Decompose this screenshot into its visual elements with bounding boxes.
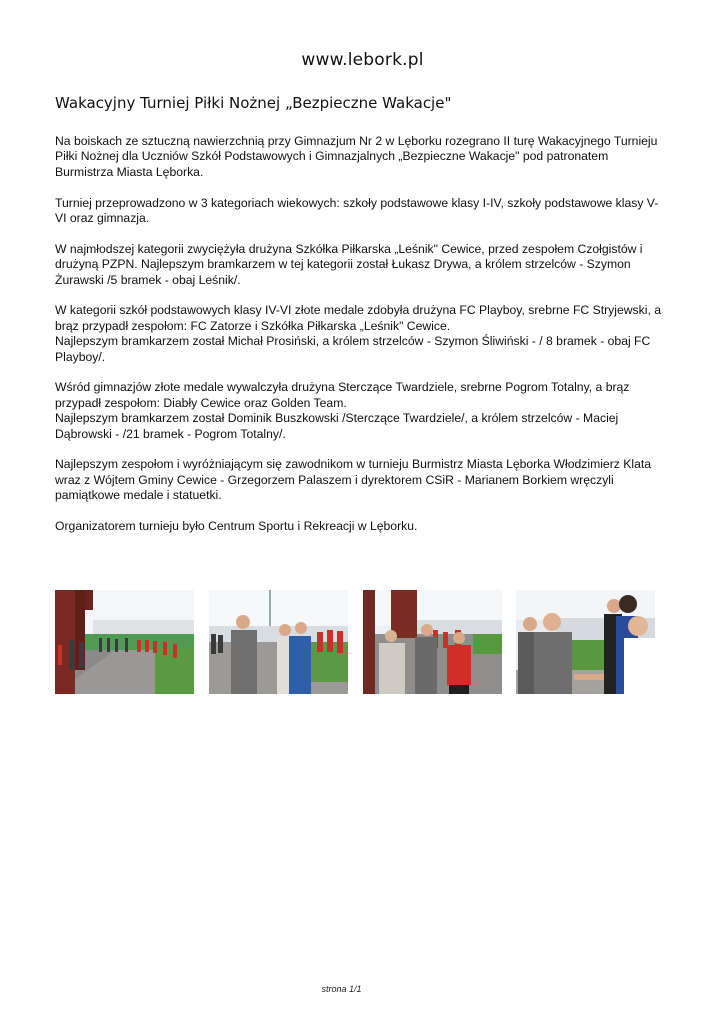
text-line: wraz z Wójtem Gminy Cewice - Grzegorzem Palaszem i dyrektorem CSiR - Marianem Borkiem wręczyli <box>55 472 614 487</box>
text-line: Żurawski /5 bramek - obaj Leśnik/. <box>55 272 241 287</box>
paragraph <box>55 380 667 442</box>
text-line: Dąbrowski - /21 bramek - Pogrom Totalny/. <box>55 426 286 441</box>
text-line: Najlepszym bramkarzem został Dominik Buszkowski /Sterczące Twardziele/, a królem strzelców - Maciej <box>55 411 619 426</box>
photo-crowd-at-pitch[interactable] <box>55 590 194 694</box>
text-line: W najmłodszej kategorii zwyciężyła drużyna Szkółka Piłkarska „Leśnik" Cewice, przed zespołem Czołgistów i <box>55 241 643 256</box>
photo-gallery <box>55 590 655 694</box>
text-line: drużyną PZPN. Najlepszym bramkarzem w tej kategorii został Łukasz Drywa, a królem strzelców - Szymon <box>55 257 631 272</box>
paragraph <box>55 303 667 365</box>
text-line: Organizatorem turnieju było Centrum Sportu i Rekreacji w Lęborku. <box>55 519 418 534</box>
text-line: przypadł zespołom: Diabły Cewice oraz Golden Team. <box>55 395 347 410</box>
text-line: Na boiskach ze sztuczną nawierzchnią przy Gimnazjum Nr 2 w Lęborku rozegrano II turę Wakacyjnego Turnieju <box>55 134 658 148</box>
paragraph <box>55 242 667 288</box>
photo-award-handover[interactable] <box>363 590 502 694</box>
text-line: Piłki Nożnej dla Uczniów Szkół Podstawowych i Gimnazjalnych „Bezpieczne Wakacje" pod patronatem <box>55 149 609 164</box>
paragraph <box>55 134 667 180</box>
paragraph <box>55 196 667 227</box>
text-line: Wśród gimnazjów złote medale wywalczyła drużyna Sterczące Twardziele, srebrne Pogrom Totalny, a brąz <box>55 380 630 395</box>
text-line: brąz przypadł zespołom: FC Zatorze i Szkółka Piłkarska „Leśnik" Cewice. <box>55 318 451 333</box>
page-number: strona 1/1 <box>321 984 362 994</box>
text-line: W kategorii szkół podstawowych klasy IV-VI złote medale zdobyła drużyna FC Playboy, srebrne FC Stryjewski, a <box>55 303 661 318</box>
text-line: Najlepszym bramkarzem został Michał Prosiński, a królem strzelców - Szymon Śliwiński - / 8 bramek - obaj FC <box>55 334 651 349</box>
paragraph <box>55 457 667 503</box>
text-line: Playboy/. <box>55 349 106 364</box>
paragraph <box>55 519 667 534</box>
site-header: www.lebork.pl <box>301 50 424 70</box>
text-line: pamiątkowe medale i statuetki. <box>55 488 222 503</box>
text-line: Burmistrza Miasta Lęborka. <box>55 164 204 179</box>
text-line: VI oraz gimnazja. <box>55 211 150 226</box>
text-line: Turniej przeprowadzono w 3 kategoriach wiekowych: szkoły podstawowe klasy I-IV, szkoły podstawowe klasy V- <box>55 195 659 210</box>
article-body <box>55 134 667 550</box>
text-line: Najlepszym zespołom i wyróżniającym się zawodnikom w turnieju Burmistrz Miasta Lęborka Włodzimierz Klata <box>55 457 652 472</box>
article-title: Wakacyjny Turniej Piłki Nożnej „Bezpieczne Wakacje" <box>55 94 452 112</box>
photo-medal-ceremony[interactable] <box>209 590 348 694</box>
photo-handshake[interactable] <box>516 590 655 694</box>
